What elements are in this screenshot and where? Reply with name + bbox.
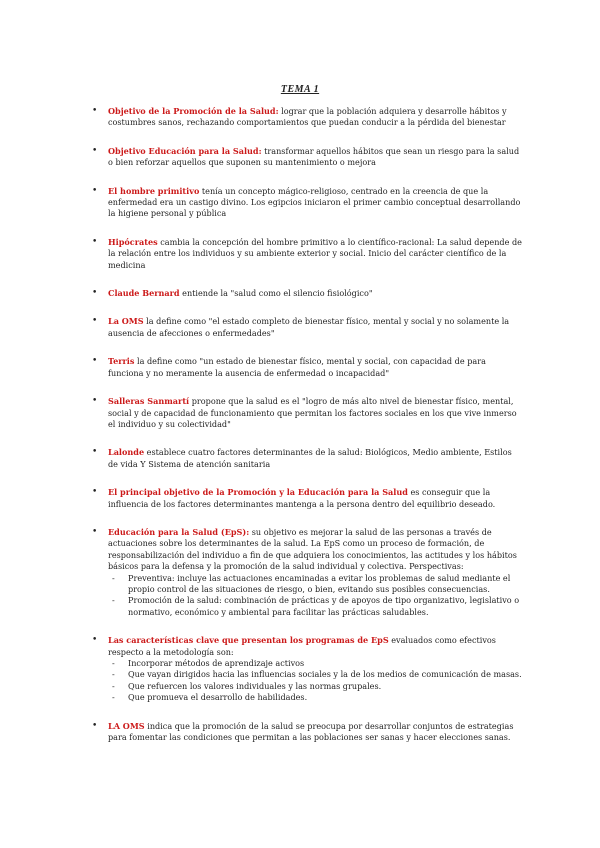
bullet-icon: • [92,487,98,498]
list-item [92,288,522,299]
bullet-icon: • [92,185,98,196]
item-text: indica que la promoción de la salud se preocupa por desarrollar conjuntos de estrategias para fomentar las condiciones que permitan a las poblaciones ser sanas y hacer elecciones sanas. [108,720,514,743]
item-text: la define como "un estado de bienestar físico, mental y social, con capacidad de para funciona y no meramente la ausencia de enfermedad o incapacidad" [108,356,486,378]
list-item [92,487,522,510]
list-item [92,721,522,744]
bullet-icon: • [92,145,98,156]
item-text: es conseguir que la influencia de los factores determinantes mantenga a la persona dentro del equilibrio deseado. [108,487,496,509]
dash-icon: - [112,669,115,680]
sub-list-item [108,669,522,680]
list-item [92,106,522,129]
sub-list-item [108,658,522,669]
item-text: lograr que la población adquiera y desarrolle hábitos y costumbres sanos, rechazando comportamientos que puedan conducir a la pérdida del bienestar [108,106,507,128]
sub-item-text: Que vayan dirigidos hacia las influencias sociales y la de los medios de comunicación de masas. [128,669,522,680]
item-term: Lalonde [108,447,145,458]
item-text: evaluados como efectivos respecto a la metodología son: [108,635,496,657]
item-term: Objetivo Educación para la Salud: [108,145,262,156]
dash-icon: - [112,680,115,691]
item-term: Educación para la Salud (EpS): [108,526,250,537]
item-text: establece cuatro factores determinantes de la salud: Biológicos, Medio ambiente, Estilos de vida Y Sistema de atención sanitaria [108,447,512,469]
dash-icon: - [112,572,115,583]
sub-list-item [108,692,522,703]
item-text: entiende la "salud como el silencio fisiológico" [179,288,373,299]
item-text: transformar aquellos hábitos que sean un riesgo para la salud o bien reforzar aquellos que suponen su mantenimiento o mejora [108,145,520,168]
bullet-icon: • [92,316,98,327]
item-term: Objetivo de la Promoción de la Salud: [108,106,279,116]
bullet-icon: • [92,526,98,537]
item-text: propone que la salud es el "logro de más alto nivel de bienestar físico, mental, social y de capacidad de funcionamiento que permitan los factores sociales en los que vive inmerso el individuo y su colectividad" [108,396,517,429]
dash-icon: - [112,658,115,668]
item-term: Las características clave que presentan los programas de EpS [108,635,389,646]
item-term: Claude Bernard [108,288,180,299]
list-item [92,186,522,220]
list-item [92,356,522,379]
item-term: El principal objetivo de la Promoción y la Educación para la Salud [108,487,408,498]
sub-item-text: Incorporar métodos de aprendizaje activos [128,658,305,668]
dash-icon: - [112,692,115,703]
item-term: Terris [108,356,135,367]
bullet-icon: • [92,236,98,247]
sub-item-text: Preventiva: incluye las actuaciones encaminadas a evitar los problemas de salud mediante el propio control de las situaciones de riesgo, o bien, evitando sus posibles consecuencias. [128,572,511,594]
bullet-icon: • [92,635,98,646]
list-item [92,146,522,169]
bullet-icon: • [92,720,98,731]
item-term: Salleras Sanmartí [108,396,190,407]
bullet-icon: • [92,396,98,407]
bullet-icon: • [92,447,98,458]
list-item [92,635,522,703]
sub-item-text: Que refuercen los valores individuales y las normas grupales. [128,680,382,691]
list-item [92,237,522,271]
notes-list [92,106,522,760]
dash-icon: - [112,595,115,606]
item-text: cambia la concepción del hombre primitivo a lo científico-racional: La salud depende de la relación entre los individuos y su ambiente exterior y social. Inicio del carácter científico de la medicina [108,236,522,270]
item-text: la define como "el estado completo de bienestar físico, mental y social y no solamente la ausencia de afecciones o enfermedades" [108,316,510,338]
list-item [92,447,522,470]
bullet-icon: • [92,288,98,299]
sub-list [108,658,522,704]
list-item [92,396,522,430]
sub-item-text: Promoción de la salud: combinación de prácticas y de apoyos de tipo organizativo, legislativo o normativo, económico y ambiental para facilitar las prácticas saludables. [128,595,520,617]
item-term: El hombre primitivo [108,185,200,196]
item-term: La OMS [108,316,144,327]
sub-list [108,573,522,619]
page-title: TEMA 1 [280,84,320,95]
sub-list-item [108,573,522,596]
item-text: tenía un concepto mágico-religioso, centrado en la creencia de que la enfermedad era un castigo divino. Los egipcios iniciaron el primer cambio conceptual desarrollando la higiene personal y pública [108,185,521,219]
item-term: LA OMS [108,720,145,731]
sub-item-text: Que promueva el desarrollo de habilidades. [128,692,308,703]
list-item [92,316,522,339]
bullet-icon: • [92,356,98,367]
item-term: Hipócrates [108,236,158,247]
list-item [92,527,522,618]
sub-list-item [108,681,522,692]
sub-list-item [108,595,522,618]
bullet-icon: • [92,106,98,116]
item-text: su objetivo es mejorar la salud de las personas a través de actuaciones sobre los determinantes de la salud. La EpS como un proceso de formación, de responsabilización del individuo a fin de que adquiera los conocimientos, las actitudes y los hábitos básicos para la defensa y la promoción de la salud individual y colectiva. Perspectivas: [108,526,517,572]
